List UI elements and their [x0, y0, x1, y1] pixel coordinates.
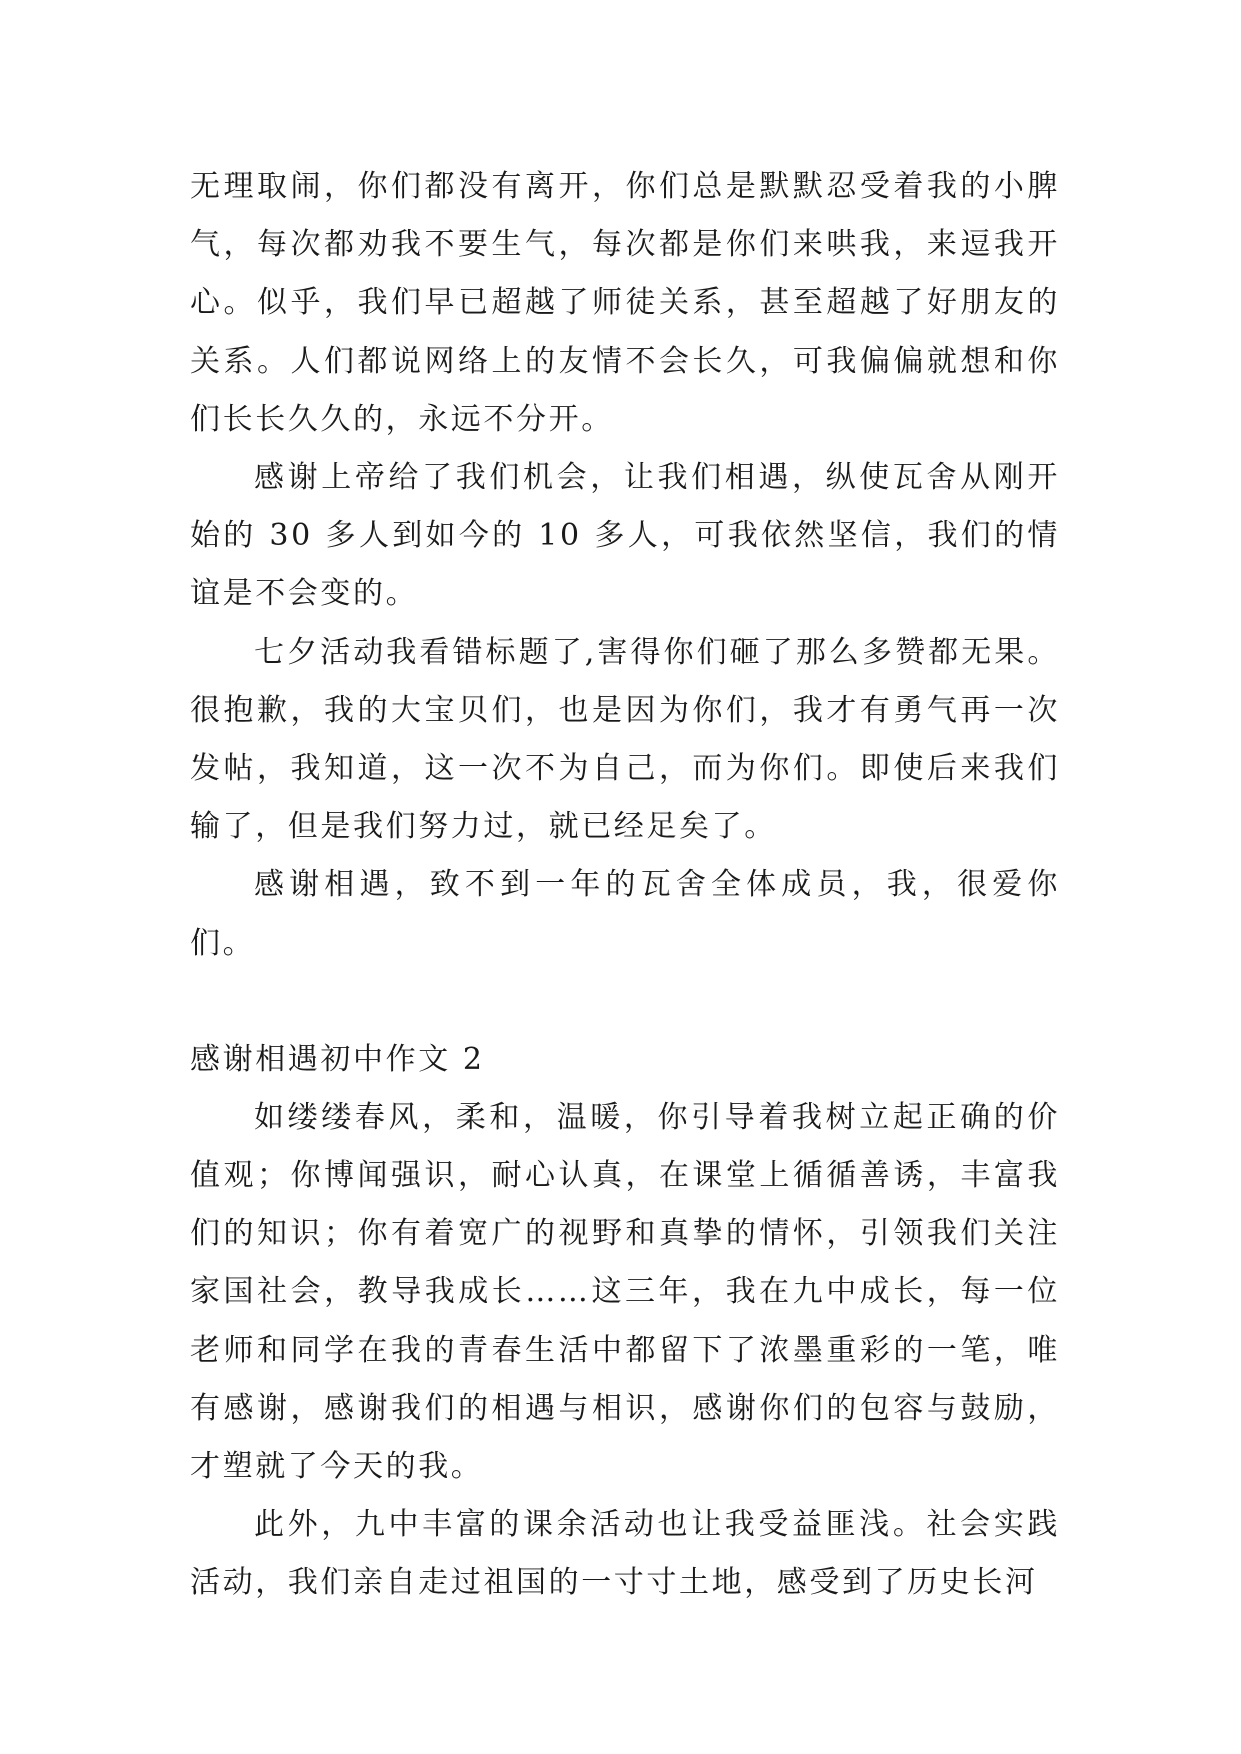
- paragraph-continued: 无理取闹，你们都没有离开，你们总是默默忍受着我的小脾气，每次都劝我不要生气，每次都是你们来哄我，来逗我开心。似乎，我们早已超越了师徒关系，甚至超越了好朋友的关系。人们都说网络上的友情不会长久，可我偏偏就想和你们长长久久的，永远不分开。: [190, 169, 1060, 437]
- paragraph: 感谢相遇，致不到一年的瓦舍全体成员，我，很爱你们。: [190, 867, 1060, 961]
- paragraph: 七夕活动我看错标题了,害得你们砸了那么多赞都无果。很抱歉，我的大宝贝们，也是因为你们，我才有勇气再一次发帖，我知道，这一次不为自己，而为你们。即使后来我们输了，但是我们努力过，就已经足矣了。: [190, 634, 1060, 845]
- document-body: [190, 158, 1060, 1613]
- paragraph: 感谢上帝给了我们机会，让我们相遇，纵使瓦舍从刚开始的 30 多人到如今的 10 多人，可我依然坚信，我们的情谊是不会变的。: [190, 460, 1060, 612]
- paragraph: 如缕缕春风，柔和，温暖，你引导着我树立起正确的价值观；你博闻强识，耐心认真，在课堂上循循善诱，丰富我们的知识；你有着宽广的视野和真挚的情怀，引领我们关注家国社会，教导我成长……这三年，我在九中成长，每一位老师和同学在我的青春生活中都留下了浓墨重彩的一笔，唯有感谢，感谢我们的相遇与相识，感谢你们的包容与鼓励，才塑就了今天的我。: [190, 1099, 1060, 1485]
- paragraph: 此外，九中丰富的课余活动也让我受益匪浅。社会实践活动，我们亲自走过祖国的一寸寸土地，感受到了历史长河: [190, 1507, 1060, 1601]
- section-spacer: [190, 973, 1060, 1031]
- section-title: 感谢相遇初中作文 2: [190, 1041, 485, 1077]
